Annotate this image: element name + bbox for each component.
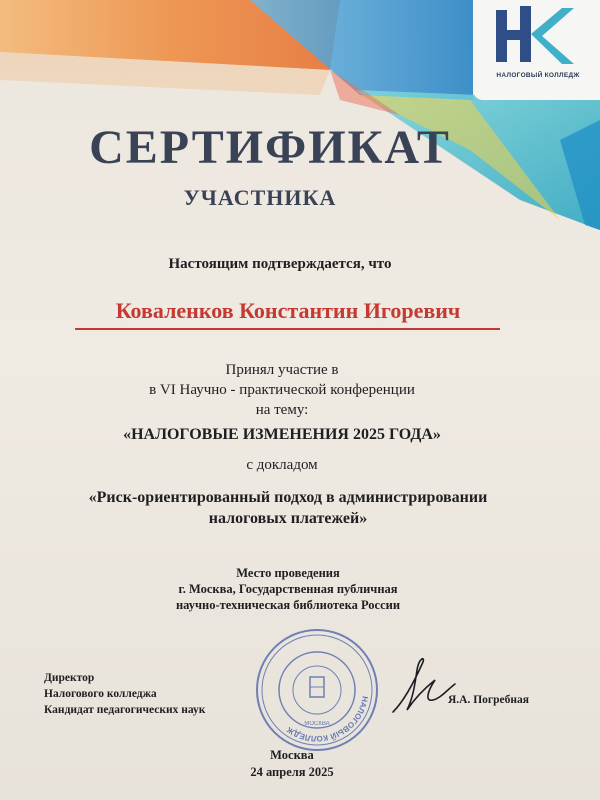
certificate-subtitle: УЧАСТНИКА <box>183 185 337 210</box>
director-organization: Налогового колледжа <box>44 688 157 700</box>
venue-line-2: научно-техническая библиотека России <box>175 598 401 612</box>
report-title-line-2: налоговых платежей» <box>208 510 368 527</box>
report-intro: с докладом <box>246 457 318 473</box>
report-title-line-1: «Риск-ориентированный подход в администрировании <box>88 489 488 506</box>
name-underline <box>75 328 500 330</box>
confirm-text: Настоящим подтверждается, что <box>168 256 392 272</box>
logo-caption: НАЛОГОВЫЙ КОЛЛЕДЖ <box>496 72 580 79</box>
stamp-city: МОСКВА <box>304 721 330 727</box>
participant-name: Коваленков Константин Игоревич <box>115 298 461 323</box>
college-stamp <box>252 625 382 755</box>
certificate-title: СЕРТИФИКАТ <box>89 121 451 174</box>
director-block <box>44 670 205 718</box>
participation-line-1: Принял участие в <box>225 362 339 378</box>
director-signature <box>385 650 460 725</box>
director-degree: Кандидат педагогических наук <box>44 704 206 716</box>
college-logo <box>490 4 580 70</box>
stamp-text: НАЛОГОВЫЙ КОЛЛЕДЖ <box>285 695 370 744</box>
issue-city: Москва <box>270 748 314 762</box>
conference-topic: «НАЛОГОВЫЕ ИЗМЕНЕНИЯ 2025 ГОДА» <box>123 426 441 443</box>
participation-line-3: на тему: <box>255 402 309 418</box>
venue-line-1: г. Москва, Государственная публичная <box>178 582 398 596</box>
director-title: Директор <box>44 672 95 684</box>
issue-date: 24 апреля 2025 <box>250 765 334 779</box>
venue-label: Место проведения <box>236 566 340 580</box>
participation-line-2: в VI Научно - практической конференции <box>149 382 415 398</box>
signer-name: Я.А. Погребная <box>448 694 529 706</box>
